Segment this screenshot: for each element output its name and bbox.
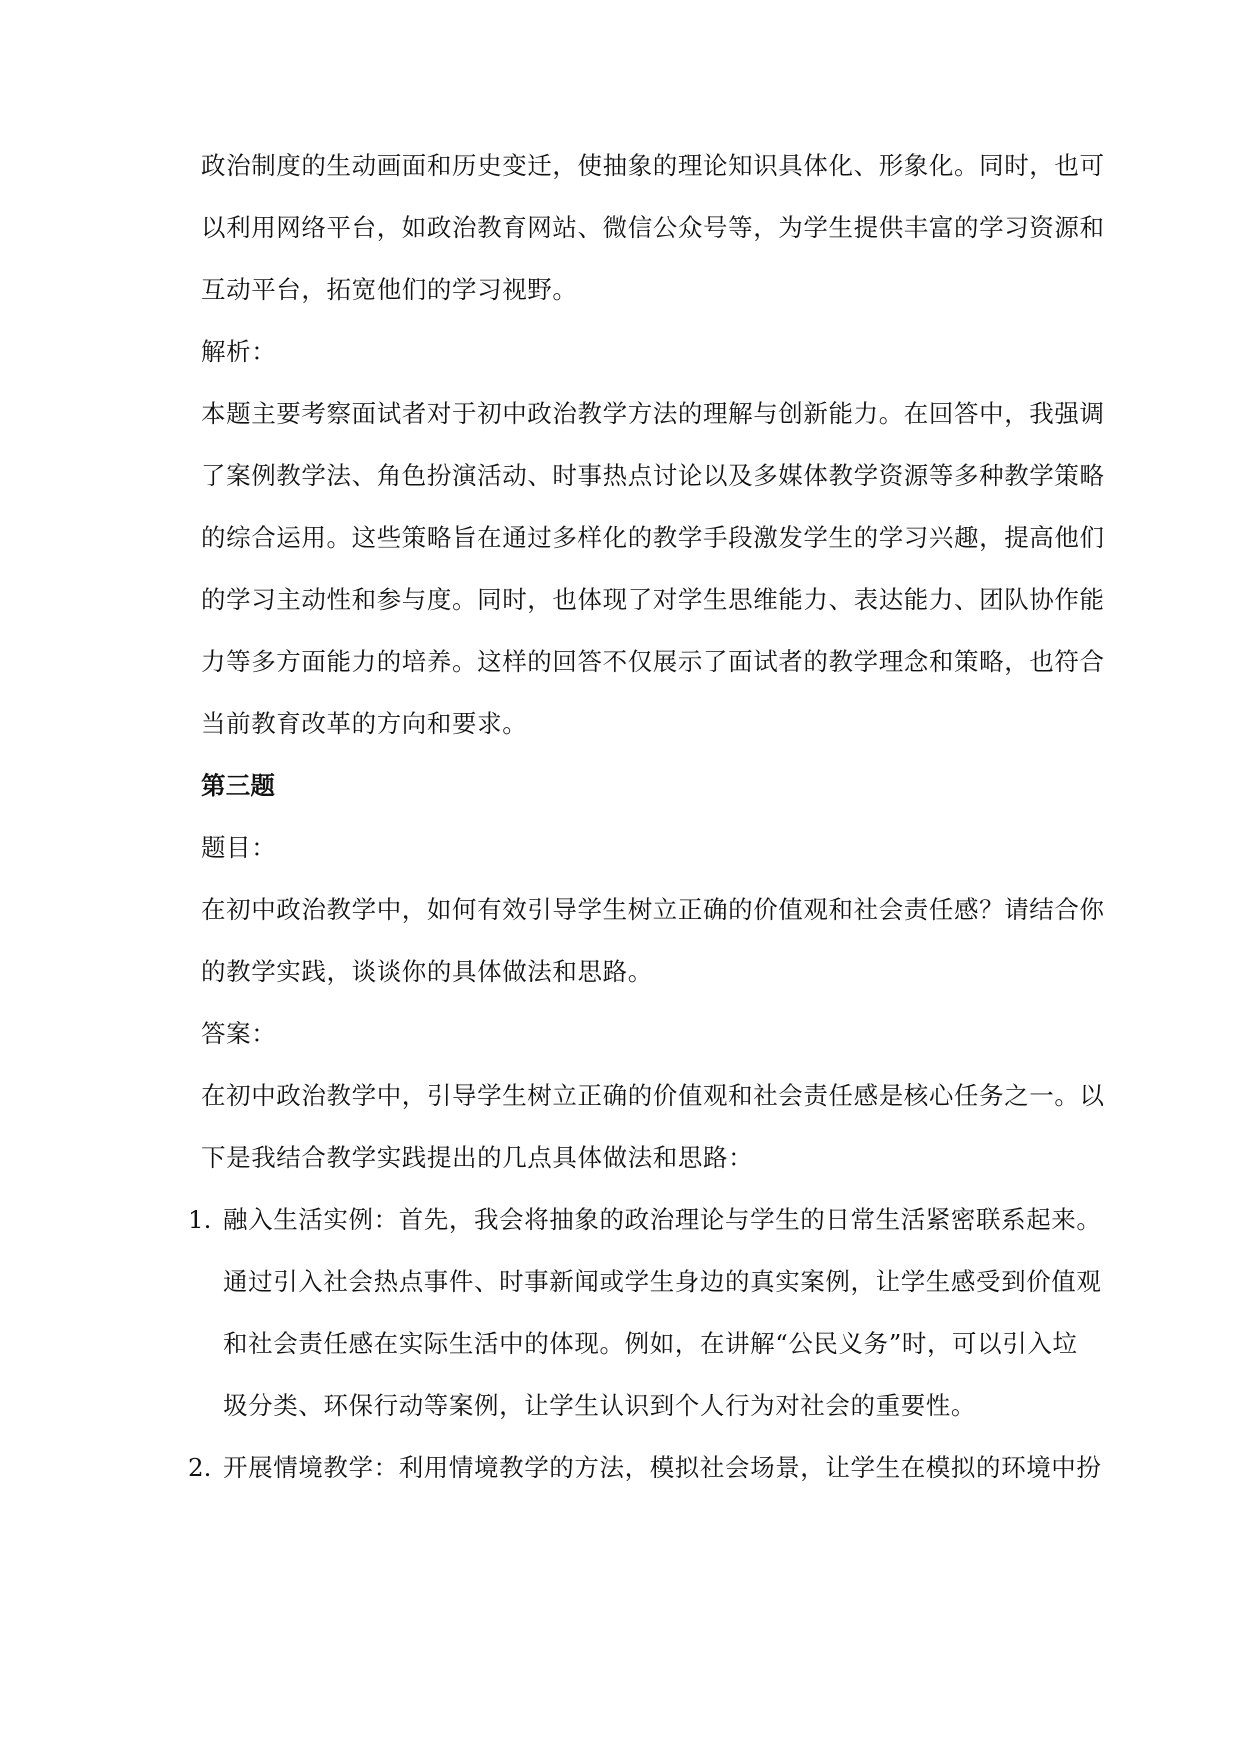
list-item-number: 1. (188, 1205, 212, 1234)
body-text-line: 在初中政治教学中，如何有效引导学生树立正确的价值观和社会责任感？请结合你 (201, 895, 1105, 924)
body-text-line: 的教学实践，谈谈你的具体做法和思路。 (201, 957, 653, 986)
body-text-line: 的综合运用。这些策略旨在通过多样化的教学手段激发学生的学习兴趣，提高他们 (201, 523, 1105, 552)
list-item-line: 和社会责任感在实际生活中的体现。例如，在讲解“公民义务”时，可以引入垃 (223, 1329, 1078, 1358)
body-text-line: 本题主要考察面试者对于初中政治教学方法的理解与创新能力。在回答中，我强调 (201, 399, 1105, 428)
section-heading: 第三题 (201, 771, 276, 800)
body-text-line: 当前教育改革的方向和要求。 (201, 709, 528, 738)
question-label: 题目： (201, 833, 277, 862)
list-item-line: 通过引入社会热点事件、时事新闻或学生身边的真实案例，让学生感受到价值观 (223, 1267, 1102, 1296)
answer-label: 答案： (201, 1019, 277, 1048)
body-text-line: 在初中政治教学中，引导学生树立正确的价值观和社会责任感是核心任务之一。以 (201, 1081, 1105, 1110)
list-item-line: 融入生活实例：首先，我会将抽象的政治理论与学生的日常生活紧密联系起来。 (223, 1205, 1102, 1234)
body-text-line: 的学习主动性和参与度。同时，也体现了对学生思维能力、表达能力、团队协作能 (201, 585, 1105, 614)
body-text-line: 了案例教学法、角色扮演活动、时事热点讨论以及多媒体教学资源等多种教学策略 (201, 461, 1105, 490)
list-item-number: 2. (188, 1453, 212, 1482)
body-text-line: 下是我结合教学实践提出的几点具体做法和思路： (201, 1143, 754, 1172)
analysis-label: 解析： (201, 337, 277, 366)
list-item-line: 圾分类、环保行动等案例，让学生认识到个人行为对社会的重要性。 (223, 1391, 976, 1420)
body-text-line: 政治制度的生动画面和历史变迁，使抽象的理论知识具体化、形象化。同时，也可 (201, 151, 1105, 180)
body-text-line: 力等多方面能力的培养。这样的回答不仅展示了面试者的教学理念和策略，也符合 (201, 647, 1105, 676)
body-text-line: 以利用网络平台，如政治教育网站、微信公众号等，为学生提供丰富的学习资源和 (201, 213, 1105, 242)
body-text-line: 互动平台，拓宽他们的学习视野。 (201, 275, 578, 304)
list-item-line: 开展情境教学：利用情境教学的方法，模拟社会场景，让学生在模拟的环境中扮 (223, 1453, 1102, 1482)
